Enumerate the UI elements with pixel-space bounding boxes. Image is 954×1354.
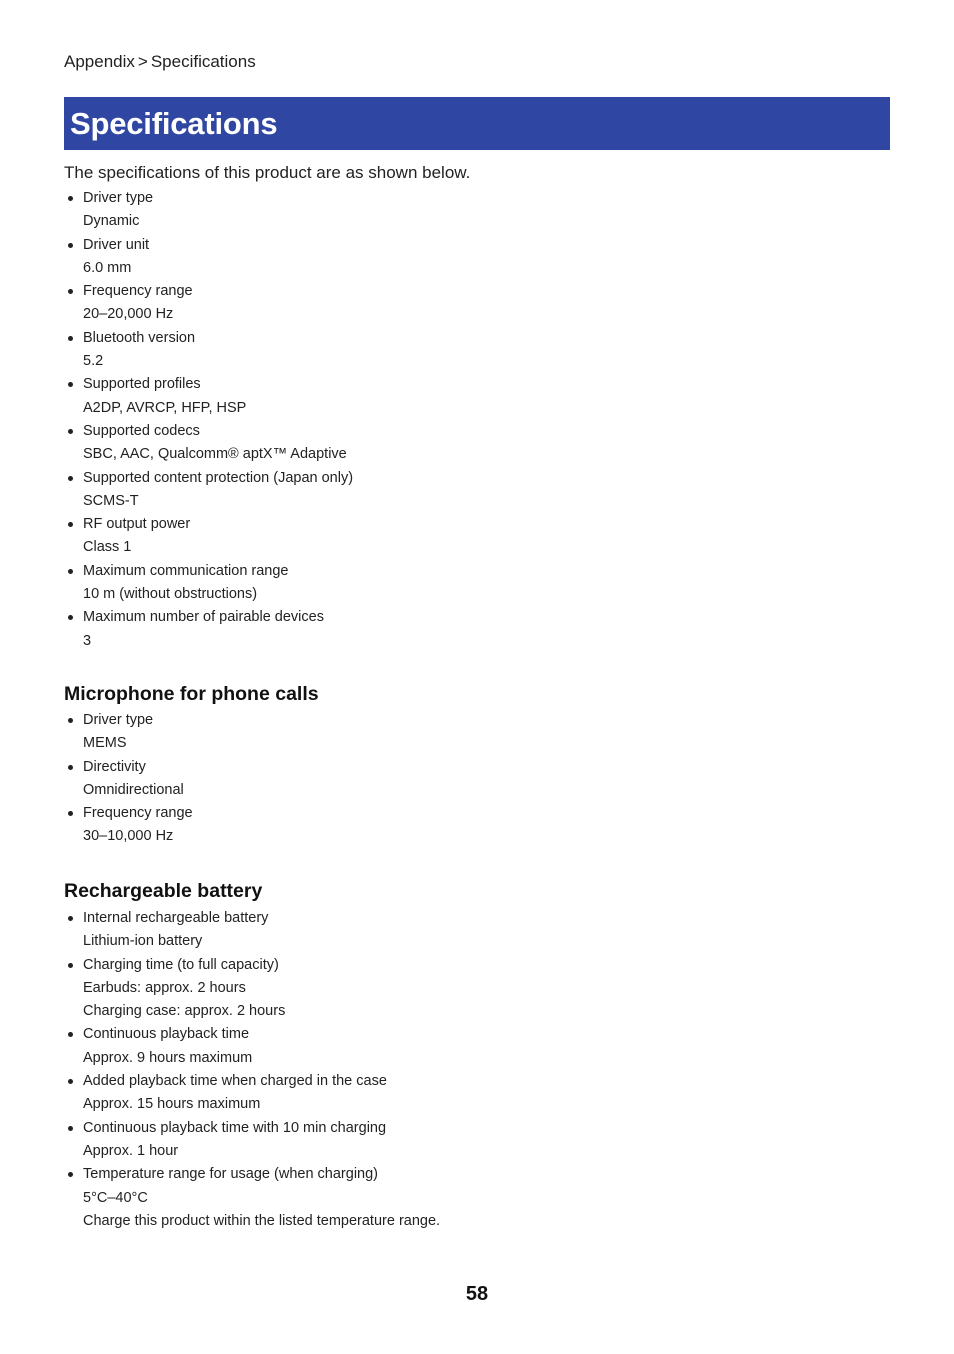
breadcrumb-parent[interactable]: Appendix [64, 52, 135, 71]
spec-label: Added playback time when charged in the case [83, 1073, 387, 1090]
spec-item [64, 709, 864, 756]
spec-item [64, 234, 864, 281]
spec-value: Lithium-ion battery [83, 933, 203, 950]
spec-item [64, 187, 864, 234]
spec-value: 30–10,000 Hz [83, 828, 174, 845]
spec-label: RF output power [83, 516, 191, 533]
spec-value: Class 1 [83, 539, 132, 556]
spec-label: Frequency range [83, 283, 193, 300]
spec-value: Approx. 1 hour [83, 1142, 179, 1159]
breadcrumb-current: Specifications [150, 52, 256, 71]
spec-value: MEMS [83, 735, 127, 752]
spec-item [64, 280, 864, 327]
spec-item [64, 907, 864, 954]
title-banner [64, 97, 890, 150]
spec-item [64, 1117, 864, 1164]
battery-spec-list [64, 907, 864, 1233]
spec-label: Maximum number of pairable devices [83, 609, 324, 626]
microphone-heading: Microphone for phone calls [64, 683, 319, 705]
page-number: 58 [465, 1283, 489, 1305]
spec-label: Supported codecs [83, 422, 200, 439]
spec-item [64, 467, 864, 514]
spec-value: Charging case: approx. 2 hours [83, 1003, 286, 1020]
spec-item [64, 560, 864, 607]
spec-value: Earbuds: approx. 2 hours [83, 979, 246, 996]
breadcrumb-separator: > [137, 52, 148, 71]
page-title: Specifications [70, 106, 278, 141]
spec-value: Omnidirectional [83, 781, 184, 798]
spec-value: 20–20,000 Hz [83, 306, 174, 323]
spec-value: Approx. 9 hours maximum [83, 1049, 253, 1066]
spec-label: Continuous playback time with 10 min charging [83, 1119, 387, 1136]
spec-item [64, 420, 864, 467]
spec-label: Supported content protection (Japan only) [83, 469, 354, 486]
spec-value: A2DP, AVRCP, HFP, HSP [83, 399, 247, 416]
spec-label: Supported profiles [83, 376, 201, 393]
spec-label: Driver unit [83, 236, 150, 253]
spec-item [64, 606, 864, 653]
spec-label: Continuous playback time [83, 1026, 250, 1043]
intro-text: The specifications of this product are as shown below. [64, 163, 471, 182]
spec-item [64, 802, 864, 849]
spec-label: Temperature range for usage (when charging) [83, 1166, 378, 1183]
spec-value: Dynamic [83, 213, 140, 230]
spec-value: Charge this product within the listed temperature range. [83, 1212, 441, 1229]
spec-label: Driver type [83, 190, 154, 206]
microphone-spec-list [64, 709, 864, 849]
spec-value: 3 [83, 632, 92, 649]
spec-label: Driver type [83, 712, 154, 728]
spec-item [64, 327, 864, 374]
spec-item [64, 1070, 864, 1117]
breadcrumb [64, 52, 256, 72]
spec-value: 5.2 [83, 353, 104, 370]
battery-heading: Rechargeable battery [64, 880, 263, 902]
spec-value: SBC, AAC, Qualcomm® aptX™ Adaptive [83, 446, 347, 463]
spec-label: Directivity [83, 758, 146, 775]
spec-item [64, 756, 864, 803]
spec-label: Internal rechargeable battery [83, 910, 269, 926]
spec-item [64, 954, 864, 1024]
spec-value: Approx. 15 hours maximum [83, 1096, 261, 1113]
spec-item [64, 513, 864, 560]
spec-label: Frequency range [83, 805, 193, 822]
spec-label: Maximum communication range [83, 562, 289, 579]
spec-item [64, 373, 864, 420]
spec-value: 10 m (without obstructions) [83, 586, 258, 603]
spec-label: Bluetooth version [83, 329, 196, 346]
spec-value: 6.0 mm [83, 259, 132, 276]
spec-item [64, 1163, 864, 1233]
headphone-spec-list [64, 187, 864, 653]
spec-label: Charging time (to full capacity) [83, 956, 279, 973]
spec-value: 5°C–40°C [83, 1189, 148, 1206]
spec-value: SCMS-T [83, 492, 139, 509]
spec-item [64, 1023, 864, 1070]
